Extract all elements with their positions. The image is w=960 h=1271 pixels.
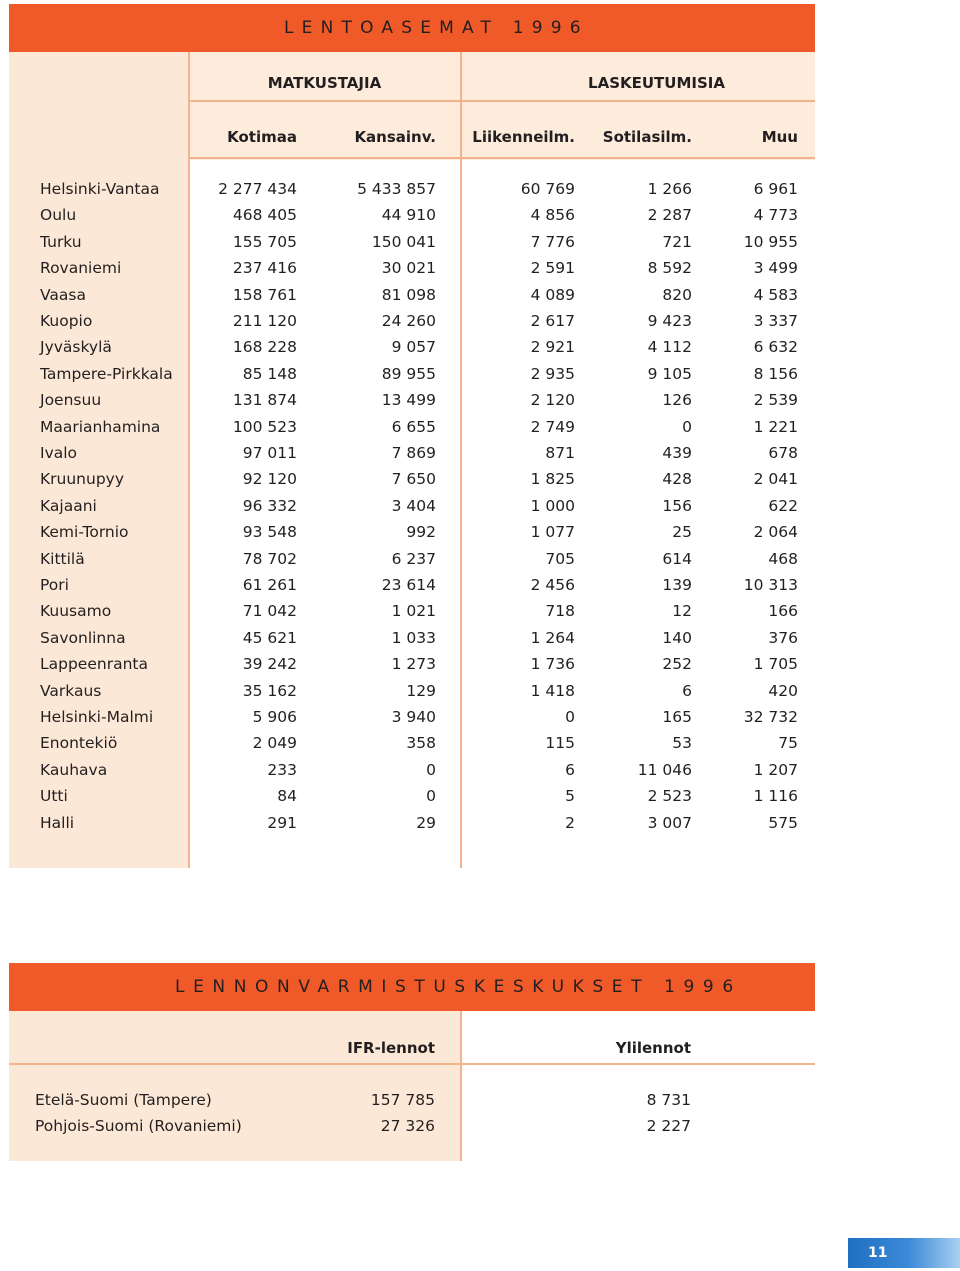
- airports-title: LENTOASEMAT 1996: [284, 18, 589, 38]
- value-muu: 678: [768, 444, 798, 462]
- table-row: [9, 361, 815, 387]
- value-sotilasilm: 11 046: [637, 760, 692, 779]
- value-muu: 2 064: [753, 523, 798, 542]
- value-kotimaa: 97 011: [242, 444, 297, 462]
- control-centers-table: [9, 963, 815, 1161]
- table-row: [9, 466, 815, 492]
- value-muu: 2 539: [753, 391, 798, 410]
- table-row: [9, 1113, 815, 1139]
- value-kotimaa: 468 405: [232, 206, 297, 225]
- row-name: Vaasa: [40, 285, 86, 304]
- table-row: [9, 176, 815, 202]
- control-centers-title: LENNONVARMISTUSKESKUKSET 1996: [175, 977, 742, 997]
- group-header-laskeutumisia: LASKEUTUMISIA: [588, 74, 725, 92]
- value-kansainv: 9 057: [391, 338, 436, 357]
- value-sotilasilm: 0: [682, 417, 692, 436]
- value-sotilasilm: 252: [662, 655, 692, 674]
- value-muu: 376: [768, 628, 798, 647]
- value-liikenneilm: 1 736: [530, 655, 575, 674]
- value-ifr: 27 326: [380, 1117, 435, 1135]
- value-kotimaa: 96 332: [242, 496, 297, 515]
- table-row: [9, 810, 815, 836]
- value-kansainv: 992: [406, 523, 436, 542]
- value-muu: 8 156: [753, 364, 798, 383]
- value-sotilasilm: 2 523: [647, 787, 692, 806]
- value-sotilasilm: 820: [662, 285, 692, 304]
- value-ylilennot: 2 227: [646, 1117, 691, 1135]
- value-liikenneilm: 2 456: [530, 576, 575, 594]
- value-kansainv: 5 433 857: [357, 180, 436, 198]
- row-name: Savonlinna: [40, 628, 126, 647]
- row-name: Turku: [40, 232, 82, 251]
- value-liikenneilm: 2 921: [530, 338, 575, 357]
- value-sotilasilm: 8 592: [647, 259, 692, 278]
- value-sotilasilm: 1 266: [647, 180, 692, 198]
- value-sotilasilm: 428: [662, 470, 692, 489]
- value-kotimaa: 291: [267, 813, 297, 832]
- value-muu: 75: [778, 734, 798, 753]
- value-kansainv: 3 940: [391, 708, 436, 726]
- row-name: Tampere-Pirkkala: [40, 364, 173, 383]
- column-header-muu: Muu: [761, 128, 798, 146]
- value-kotimaa: 155 705: [232, 232, 297, 251]
- row-name: Oulu: [40, 206, 77, 225]
- value-kansainv: 129: [406, 681, 436, 700]
- value-kotimaa: 39 242: [242, 655, 297, 674]
- value-liikenneilm: 2 749: [530, 417, 575, 436]
- value-sotilasilm: 156: [662, 496, 692, 515]
- value-muu: 6 632: [753, 338, 798, 357]
- value-liikenneilm: 1 000: [530, 496, 575, 515]
- value-muu: 3 499: [753, 259, 798, 278]
- row-name: Jyväskylä: [40, 338, 112, 357]
- value-muu: 10 955: [743, 232, 798, 251]
- value-sotilasilm: 3 007: [647, 813, 692, 832]
- value-muu: 32 732: [743, 708, 798, 726]
- value-kotimaa: 85 148: [242, 364, 297, 383]
- table-row: [9, 229, 815, 255]
- value-kotimaa: 211 120: [232, 312, 297, 330]
- value-kansainv: 13 499: [381, 391, 436, 410]
- table-row: [9, 387, 815, 413]
- value-ylilennot: 8 731: [646, 1091, 691, 1109]
- value-kansainv: 1 021: [391, 602, 436, 621]
- column-header-ylilennot: Ylilennot: [615, 1039, 691, 1057]
- value-muu: 4 583: [753, 285, 798, 304]
- row-name: Kemi-Tornio: [40, 523, 129, 542]
- value-kotimaa: 237 416: [232, 259, 297, 278]
- row-name: Ivalo: [40, 444, 78, 462]
- value-kansainv: 358: [406, 734, 436, 753]
- value-kotimaa: 100 523: [232, 417, 297, 436]
- row-name: Kajaani: [40, 496, 97, 515]
- value-sotilasilm: 6: [682, 681, 692, 700]
- row-name: Rovaniemi: [40, 259, 122, 278]
- table-row: [9, 730, 815, 756]
- row-name: Joensuu: [40, 391, 102, 410]
- value-liikenneilm: 4 856: [530, 206, 575, 225]
- value-liikenneilm: 2 120: [530, 391, 575, 410]
- value-kotimaa: 35 162: [242, 681, 297, 700]
- value-sotilasilm: 53: [672, 734, 692, 753]
- table-row: [9, 704, 815, 730]
- table-row: [9, 678, 815, 704]
- row-name: Helsinki-Malmi: [40, 708, 154, 726]
- value-kansainv: 23 614: [381, 576, 436, 594]
- value-muu: 1 705: [753, 655, 798, 674]
- table-row: [9, 440, 815, 466]
- value-kansainv: 3 404: [391, 496, 436, 515]
- value-liikenneilm: 1 264: [530, 628, 575, 647]
- column-header-sotilasilm: Sotilasilm.: [602, 128, 692, 146]
- value-kotimaa: 92 120: [242, 470, 297, 489]
- row-name: Kuopio: [40, 312, 93, 330]
- table-row: [9, 255, 815, 281]
- column-header-ifr-lennot: IFR-lennot: [347, 1039, 435, 1057]
- header-rule: [189, 100, 815, 102]
- value-kotimaa: 2 049: [252, 734, 297, 753]
- row-name: Maarianhamina: [40, 417, 161, 436]
- value-kansainv: 6 655: [391, 417, 436, 436]
- value-liikenneilm: 4 089: [530, 285, 575, 304]
- value-sotilasilm: 126: [662, 391, 692, 410]
- header-rule: [9, 1063, 815, 1065]
- table-row: [9, 334, 815, 360]
- value-kotimaa: 168 228: [232, 338, 297, 357]
- value-kotimaa: 131 874: [232, 391, 297, 410]
- table-row: [9, 519, 815, 545]
- table-row: [9, 282, 815, 308]
- value-kotimaa: 158 761: [232, 285, 297, 304]
- value-liikenneilm: 2 617: [530, 312, 575, 330]
- value-kansainv: 1 033: [391, 628, 436, 647]
- airports-title-bar: [9, 4, 815, 52]
- table-row: [9, 757, 815, 783]
- value-liikenneilm: 718: [545, 602, 575, 621]
- row-name: Pori: [40, 576, 69, 594]
- value-muu: 622: [768, 496, 798, 515]
- value-kansainv: 6 237: [391, 549, 436, 568]
- header-rule: [189, 157, 815, 159]
- value-liikenneilm: 1 825: [530, 470, 575, 489]
- value-kotimaa: 78 702: [242, 549, 297, 568]
- value-liikenneilm: 60 769: [520, 180, 575, 198]
- value-kansainv: 1 273: [391, 655, 436, 674]
- value-sotilasilm: 2 287: [647, 206, 692, 225]
- column-header-liikenneilm: Liikenneilm.: [472, 128, 575, 146]
- value-kotimaa: 5 906: [252, 708, 297, 726]
- control-centers-title-bar: [9, 963, 815, 1011]
- value-liikenneilm: 0: [565, 708, 575, 726]
- value-kotimaa: 84: [277, 787, 297, 806]
- value-sotilasilm: 9 105: [647, 364, 692, 383]
- value-muu: 166: [768, 602, 798, 621]
- table-row: [9, 546, 815, 572]
- column-header-kansainv: Kansainv.: [354, 128, 436, 146]
- row-name: Varkaus: [40, 681, 102, 700]
- page-number: 11: [868, 1245, 888, 1261]
- value-sotilasilm: 439: [662, 444, 692, 462]
- value-sotilasilm: 721: [662, 232, 692, 251]
- table-row: [9, 1087, 815, 1113]
- value-liikenneilm: 7 776: [530, 232, 575, 251]
- value-muu: 420: [768, 681, 798, 700]
- page-number-badge: [848, 1238, 960, 1268]
- row-name: Kruunupyy: [40, 470, 125, 489]
- value-muu: 1 207: [753, 760, 798, 779]
- value-kansainv: 24 260: [381, 312, 436, 330]
- value-kotimaa: 61 261: [242, 576, 297, 594]
- row-name: Halli: [40, 813, 75, 832]
- row-name: Lappeenranta: [40, 655, 148, 674]
- value-sotilasilm: 12: [672, 602, 692, 621]
- value-liikenneilm: 5: [565, 787, 575, 806]
- value-muu: 1 221: [753, 417, 798, 436]
- value-muu: 4 773: [753, 206, 798, 225]
- value-liikenneilm: 1 077: [530, 523, 575, 542]
- value-liikenneilm: 705: [545, 549, 575, 568]
- value-muu: 468: [768, 549, 798, 568]
- row-name: Kittilä: [40, 549, 85, 568]
- value-sotilasilm: 140: [662, 628, 692, 647]
- value-liikenneilm: 2: [565, 813, 575, 832]
- value-kotimaa: 2 277 434: [218, 180, 297, 198]
- table-row: [9, 308, 815, 334]
- value-kansainv: 44 910: [381, 206, 436, 225]
- table-row: [9, 598, 815, 624]
- value-kansainv: 89 955: [381, 364, 436, 383]
- value-muu: 575: [768, 813, 798, 832]
- row-name: Kuusamo: [40, 602, 112, 621]
- value-kansainv: 81 098: [381, 285, 436, 304]
- value-sotilasilm: 614: [662, 549, 692, 568]
- value-muu: 10 313: [743, 576, 798, 594]
- value-liikenneilm: 2 591: [530, 259, 575, 278]
- value-kotimaa: 45 621: [242, 628, 297, 647]
- value-sotilasilm: 139: [662, 576, 692, 594]
- value-liikenneilm: 1 418: [530, 681, 575, 700]
- value-sotilasilm: 9 423: [647, 312, 692, 330]
- value-kotimaa: 71 042: [242, 602, 297, 621]
- table-row: [9, 783, 815, 809]
- value-liikenneilm: 871: [545, 444, 575, 462]
- value-kansainv: 150 041: [371, 232, 436, 251]
- value-muu: 3 337: [753, 312, 798, 330]
- value-kansainv: 7 650: [391, 470, 436, 489]
- row-name: Kauhava: [40, 760, 108, 779]
- value-sotilasilm: 4 112: [647, 338, 692, 357]
- value-muu: 1 116: [753, 787, 798, 806]
- value-kansainv: 0: [426, 787, 436, 806]
- value-kansainv: 30 021: [381, 259, 436, 278]
- row-name: Enontekiö: [40, 734, 118, 753]
- row-name: Pohjois-Suomi (Rovaniemi): [35, 1117, 242, 1135]
- value-muu: 6 961: [753, 180, 798, 198]
- group-header-matkustajia: MATKUSTAJIA: [267, 74, 382, 92]
- table-row: [9, 493, 815, 519]
- value-kansainv: 7 869: [391, 444, 436, 462]
- value-liikenneilm: 2 935: [530, 364, 575, 383]
- table-row: [9, 625, 815, 651]
- value-sotilasilm: 165: [662, 708, 692, 726]
- value-kotimaa: 233: [267, 760, 297, 779]
- table-row: [9, 414, 815, 440]
- value-kansainv: 29: [416, 813, 436, 832]
- column-header-kotimaa: Kotimaa: [227, 128, 297, 146]
- value-kotimaa: 93 548: [242, 523, 297, 542]
- value-sotilasilm: 25: [672, 523, 692, 542]
- value-muu: 2 041: [753, 470, 798, 489]
- value-kansainv: 0: [426, 760, 436, 779]
- table-row: [9, 572, 815, 598]
- value-liikenneilm: 6: [565, 760, 575, 779]
- value-liikenneilm: 115: [545, 734, 575, 753]
- value-ifr: 157 785: [370, 1091, 435, 1109]
- airports-table: [9, 4, 815, 868]
- row-name: Utti: [40, 787, 68, 806]
- row-name: Helsinki-Vantaa: [40, 180, 160, 198]
- table-row: [9, 202, 815, 228]
- table-row: [9, 651, 815, 677]
- row-name: Etelä-Suomi (Tampere): [35, 1091, 212, 1109]
